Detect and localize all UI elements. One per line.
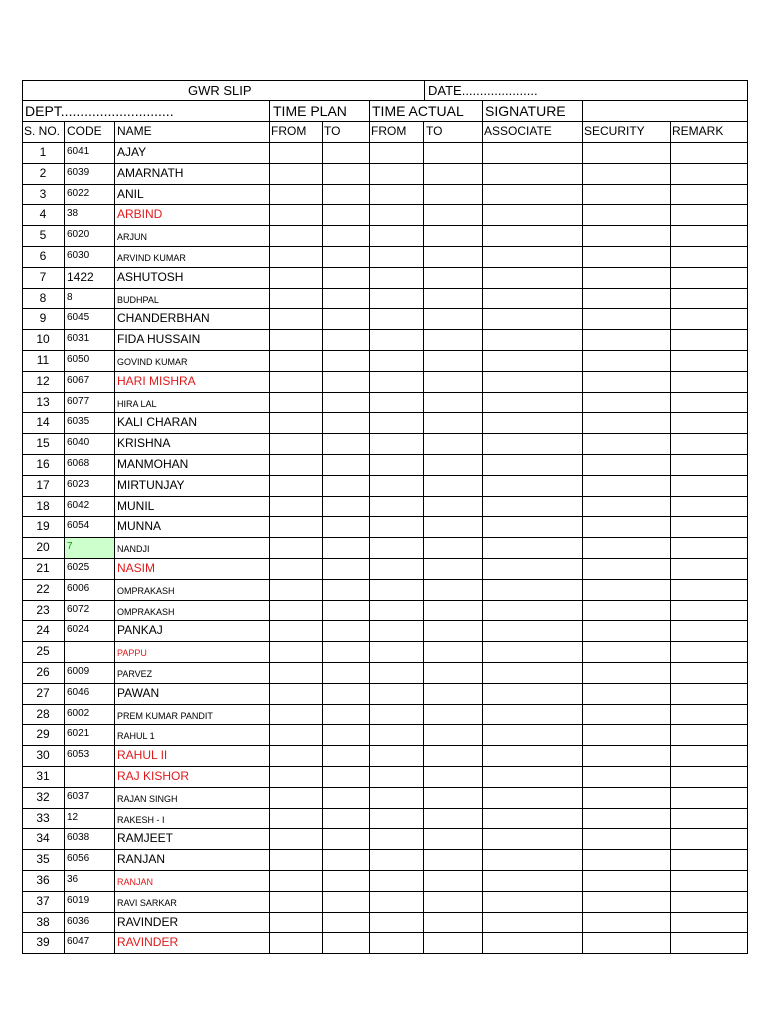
row-sno: 33 bbox=[36, 811, 50, 825]
row-code: 6031 bbox=[67, 333, 90, 344]
time-actual-heading: TIME ACTUAL bbox=[372, 103, 464, 119]
grid-line bbox=[22, 246, 748, 247]
row-sno: 16 bbox=[36, 457, 50, 471]
row-name: MUNNA bbox=[117, 519, 161, 533]
row-sno: 8 bbox=[39, 291, 47, 305]
signature-heading: SIGNATURE bbox=[485, 103, 566, 119]
grid-line bbox=[22, 600, 748, 601]
row-code: 6041 bbox=[67, 146, 90, 157]
row-name: AJAY bbox=[117, 145, 147, 159]
row-name: RAVINDER bbox=[117, 915, 179, 929]
column-plan-to: TO bbox=[324, 124, 341, 138]
grid-line bbox=[22, 163, 748, 164]
row-sno: 4 bbox=[39, 207, 47, 221]
grid-line bbox=[582, 100, 583, 954]
row-sno: 24 bbox=[36, 623, 50, 637]
grid-line bbox=[22, 683, 748, 684]
column-plan-from: FROM bbox=[271, 124, 307, 138]
dept-field[interactable]: DEPT............................. bbox=[25, 103, 174, 119]
row-name: CHANDERBHAN bbox=[117, 311, 210, 325]
row-code: 36 bbox=[67, 874, 79, 885]
row-code: 6035 bbox=[67, 416, 90, 427]
row-name: PARVEZ bbox=[117, 669, 153, 679]
row-name: ASHUTOSH bbox=[117, 270, 184, 284]
row-sno: 3 bbox=[39, 187, 47, 201]
row-name: RAJ KISHOR bbox=[117, 769, 190, 783]
grid-line bbox=[423, 121, 424, 954]
row-name: RAJAN SINGH bbox=[117, 794, 178, 804]
row-code: 6047 bbox=[67, 936, 90, 947]
column-name: NAME bbox=[117, 124, 152, 138]
row-name: HIRA LAL bbox=[117, 399, 157, 409]
row-name: PREM KUMAR PANDIT bbox=[117, 711, 213, 721]
grid-line bbox=[369, 100, 370, 954]
grid-line bbox=[22, 704, 748, 705]
grid-line bbox=[22, 454, 748, 455]
date-field[interactable]: DATE..................... bbox=[428, 83, 538, 98]
row-sno: 7 bbox=[39, 270, 47, 284]
grid-line bbox=[22, 932, 748, 933]
row-code: 6068 bbox=[67, 458, 90, 469]
row-sno: 12 bbox=[36, 374, 50, 388]
row-sno: 1 bbox=[39, 145, 47, 159]
row-sno: 25 bbox=[36, 644, 50, 658]
row-code: 6025 bbox=[67, 562, 90, 573]
row-sno: 18 bbox=[36, 499, 50, 513]
column-actual-from: FROM bbox=[371, 124, 407, 138]
grid-line bbox=[22, 620, 748, 621]
grid-line bbox=[22, 724, 748, 725]
grid-line bbox=[22, 100, 748, 101]
grid-line bbox=[22, 496, 748, 497]
row-name: NASIM bbox=[117, 561, 156, 575]
row-code: 6022 bbox=[67, 188, 90, 199]
row-name: RAHUL 1 bbox=[117, 731, 155, 741]
row-name: RAMJEET bbox=[117, 831, 174, 845]
row-name: OMPRAKASH bbox=[117, 607, 175, 617]
grid-line bbox=[22, 579, 748, 580]
grid-line bbox=[22, 558, 748, 559]
row-code: 6067 bbox=[67, 375, 90, 386]
row-name: MUNIL bbox=[117, 499, 155, 513]
row-code: 6042 bbox=[67, 500, 90, 511]
column-associate: ASSOCIATE bbox=[484, 124, 552, 138]
grid-line bbox=[22, 392, 748, 393]
row-code: 38 bbox=[67, 208, 79, 219]
row-sno: 2 bbox=[39, 166, 47, 180]
row-name: RANJAN bbox=[117, 852, 166, 866]
row-sno: 34 bbox=[36, 831, 50, 845]
grid-line bbox=[424, 80, 425, 101]
row-sno: 22 bbox=[36, 582, 50, 596]
row-code: 6045 bbox=[67, 312, 90, 323]
row-name: FIDA HUSSAIN bbox=[117, 332, 201, 346]
row-name: ANIL bbox=[117, 187, 144, 201]
grid-line bbox=[22, 787, 748, 788]
row-code: 6020 bbox=[67, 229, 90, 240]
row-code: 6030 bbox=[67, 250, 90, 261]
row-sno: 10 bbox=[36, 332, 50, 346]
row-sno: 35 bbox=[36, 852, 50, 866]
row-name: KRISHNA bbox=[117, 436, 171, 450]
row-name: ARVIND KUMAR bbox=[117, 253, 186, 263]
row-sno: 30 bbox=[36, 748, 50, 762]
row-code: 6039 bbox=[67, 167, 90, 178]
grid-line bbox=[22, 912, 748, 913]
row-name: PAWAN bbox=[117, 686, 160, 700]
row-code: 6019 bbox=[67, 895, 90, 906]
row-name: AMARNATH bbox=[117, 166, 184, 180]
row-code: 6046 bbox=[67, 687, 90, 698]
row-name: GOVIND KUMAR bbox=[117, 357, 188, 367]
grid-line bbox=[22, 516, 748, 517]
slip-title: GWR SLIP bbox=[188, 83, 252, 98]
row-sno: 31 bbox=[36, 769, 50, 783]
row-name: BUDHPAL bbox=[117, 295, 159, 305]
grid-line bbox=[670, 121, 671, 954]
column-security: SECURITY bbox=[584, 124, 645, 138]
row-name: RANJAN bbox=[117, 877, 154, 887]
row-sno: 19 bbox=[36, 519, 50, 533]
row-name: OMPRAKASH bbox=[117, 586, 175, 596]
row-sno: 28 bbox=[36, 707, 50, 721]
time-plan-heading: TIME PLAN bbox=[273, 103, 347, 119]
row-name: MIRTUNJAY bbox=[117, 478, 185, 492]
row-sno: 37 bbox=[36, 894, 50, 908]
grid-line bbox=[22, 121, 748, 122]
grid-line bbox=[22, 225, 748, 226]
grid-line bbox=[22, 433, 748, 434]
row-code: 6072 bbox=[67, 604, 90, 615]
row-code: 6009 bbox=[67, 666, 90, 677]
column-code: CODE bbox=[67, 124, 102, 138]
grid-line bbox=[22, 475, 748, 476]
row-code: 6021 bbox=[67, 728, 90, 739]
row-sno: 20 bbox=[36, 540, 50, 554]
row-name: RAVI SARKAR bbox=[117, 898, 177, 908]
row-code: 6056 bbox=[67, 853, 90, 864]
row-name: RAKESH - I bbox=[117, 815, 165, 825]
grid-line bbox=[22, 662, 748, 663]
grid-line bbox=[22, 288, 748, 289]
row-name: RAHUL II bbox=[117, 748, 168, 762]
row-sno: 15 bbox=[36, 436, 50, 450]
row-code: 12 bbox=[67, 812, 79, 823]
grid-line bbox=[22, 350, 748, 351]
row-code: 6023 bbox=[67, 479, 90, 490]
grid-line bbox=[322, 121, 323, 954]
grid-line bbox=[22, 745, 748, 746]
row-name: RAVINDER bbox=[117, 935, 179, 949]
grid-line bbox=[22, 267, 748, 268]
row-sno: 14 bbox=[36, 415, 50, 429]
row-name: PANKAJ bbox=[117, 623, 163, 637]
row-name: ARBIND bbox=[117, 207, 163, 221]
row-sno: 21 bbox=[36, 561, 50, 575]
row-code: 7 bbox=[67, 541, 73, 552]
row-name: PAPPU bbox=[117, 648, 147, 658]
grid-line bbox=[22, 537, 748, 538]
row-code: 6024 bbox=[67, 624, 90, 635]
row-code: 6054 bbox=[67, 520, 90, 531]
row-sno: 32 bbox=[36, 790, 50, 804]
grid-line bbox=[22, 308, 748, 309]
grid-line bbox=[22, 80, 748, 81]
row-code: 1422 bbox=[67, 270, 94, 284]
row-sno: 39 bbox=[36, 935, 50, 949]
row-sno: 27 bbox=[36, 686, 50, 700]
row-code: 6053 bbox=[67, 749, 90, 760]
column-sno: S. NO. bbox=[24, 124, 61, 138]
row-code: 8 bbox=[67, 292, 73, 303]
column-remark: REMARK bbox=[672, 124, 724, 138]
row-name: HARI MISHRA bbox=[117, 374, 196, 388]
row-sno: 13 bbox=[36, 395, 50, 409]
row-sno: 11 bbox=[36, 353, 50, 367]
grid-line bbox=[22, 371, 748, 372]
grid-line bbox=[22, 828, 748, 829]
grid-line bbox=[482, 100, 483, 954]
row-sno: 6 bbox=[39, 249, 47, 263]
grid-line bbox=[114, 121, 115, 954]
row-sno: 38 bbox=[36, 915, 50, 929]
row-code: 6006 bbox=[67, 583, 90, 594]
grid-line bbox=[22, 870, 748, 871]
grid-line bbox=[747, 80, 748, 954]
row-sno: 17 bbox=[36, 478, 50, 492]
grid-line bbox=[22, 412, 748, 413]
grid-line bbox=[22, 891, 748, 892]
grid-line bbox=[22, 641, 748, 642]
row-code: 6036 bbox=[67, 916, 90, 927]
grid-line bbox=[269, 100, 270, 954]
row-sno: 36 bbox=[36, 873, 50, 887]
row-sno: 5 bbox=[39, 228, 47, 242]
row-code: 6040 bbox=[67, 437, 90, 448]
row-name: NANDJI bbox=[117, 544, 150, 554]
row-sno: 26 bbox=[36, 665, 50, 679]
row-sno: 29 bbox=[36, 727, 50, 741]
row-sno: 9 bbox=[39, 311, 47, 325]
column-actual-to: TO bbox=[426, 124, 443, 138]
grid-line bbox=[22, 204, 748, 205]
row-sno: 23 bbox=[36, 603, 50, 617]
grid-line bbox=[22, 808, 748, 809]
row-code: 6050 bbox=[67, 354, 90, 365]
row-name: KALI CHARAN bbox=[117, 415, 198, 429]
row-name: MANMOHAN bbox=[117, 457, 189, 471]
row-code: 6037 bbox=[67, 791, 90, 802]
row-code: 6038 bbox=[67, 832, 90, 843]
grid-line bbox=[22, 184, 748, 185]
grid-line bbox=[22, 329, 748, 330]
gwr-slip-table bbox=[22, 80, 747, 953]
row-code: 6002 bbox=[67, 708, 90, 719]
grid-line bbox=[22, 849, 748, 850]
grid-line bbox=[22, 766, 748, 767]
row-code: 6077 bbox=[67, 396, 90, 407]
grid-line bbox=[22, 953, 748, 954]
grid-line bbox=[22, 142, 748, 143]
row-name: ARJUN bbox=[117, 232, 148, 242]
